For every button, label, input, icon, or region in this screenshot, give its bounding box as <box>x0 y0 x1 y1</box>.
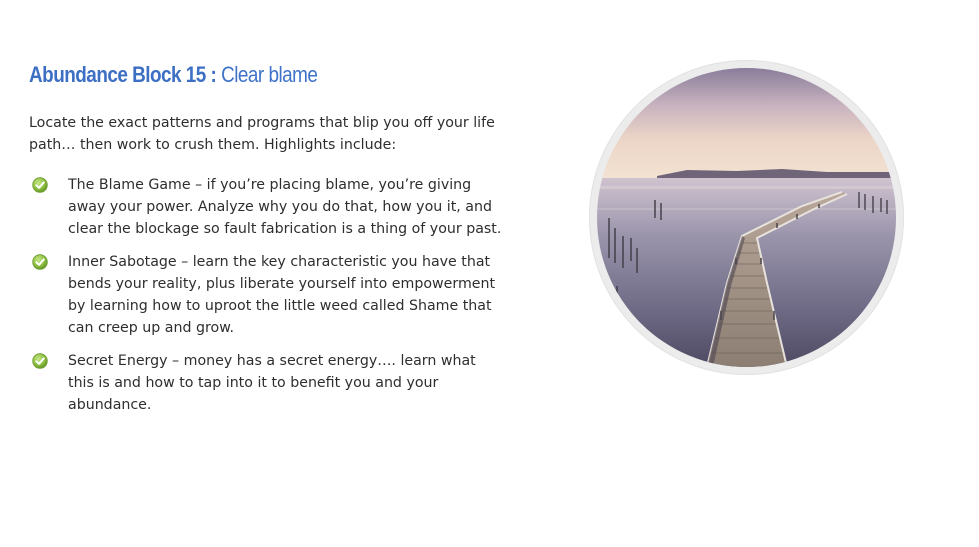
highlights-list <box>32 174 502 427</box>
list-item-text: Inner Sabotage – learn the key characteristic you have that bends your reality, plus liberate yourself into empowerment by learning how to uproot the little weed called Shame that can creep up and grow. <box>68 254 496 336</box>
check-circle-icon <box>32 254 48 270</box>
page-title <box>29 62 317 88</box>
title-block-number: Abundance Block 15 : <box>29 62 217 87</box>
list-item <box>32 174 502 240</box>
list-item-text: The Blame Game – if you’re placing blame, you’re giving away your power. Analyze why you do that, how you it, and clear the blockage so fault fabrication is a thing of your past. <box>68 177 502 237</box>
boardwalk-lake-photo <box>597 68 896 367</box>
title-topic: Clear blame <box>221 62 318 87</box>
list-item-text: Secret Energy – money has a secret energy…. learn what this is and how to tap into it to benefit you and your abundance. <box>68 353 476 413</box>
list-item <box>32 251 502 339</box>
photo-frame <box>589 60 904 375</box>
check-circle-icon <box>32 353 48 369</box>
check-circle-icon <box>32 177 48 193</box>
intro-paragraph: Locate the exact patterns and programs that blip you off your life path… then work to crush them. Highlights include: <box>29 115 495 153</box>
list-item <box>32 350 502 416</box>
boardwalk-illustration <box>597 68 896 367</box>
